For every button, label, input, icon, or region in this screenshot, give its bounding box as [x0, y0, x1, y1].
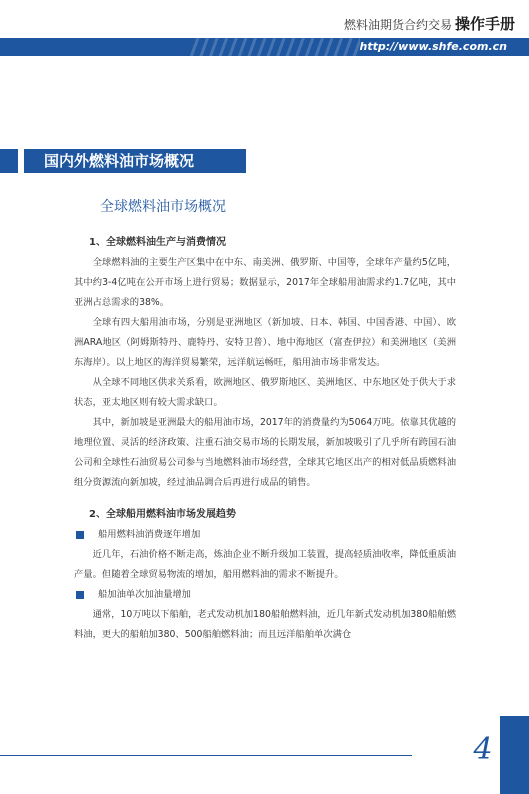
heading-market-trend: 2、全球船用燃料油市场发展趋势	[89, 509, 236, 520]
section-accent-block	[0, 149, 18, 173]
url-banner	[0, 38, 529, 56]
website-link[interactable]: http://www.shfe.com.cn	[359, 40, 507, 53]
bullet-item	[74, 525, 456, 545]
paragraph: 其中，新加坡是亚洲最大的船用油市场，2017年的消费量约为5064万吨。依靠其优越的地理位置、灵活的经济政策、注重石油交易市场的长期发展，新加坡吸引了几乎所有跨国石油公司和全球性石油贸易公司参与当地燃料油市场经营，全球其它地区出产的相对低品质燃料油组分资源流向新加坡，经过油品调合后再进行成品的销售。	[74, 417, 457, 488]
paragraph: 近几年，石油价格不断走高，炼油企业不断升级加工装置，提高轻质油收率，降低重质油产量。但随着全球贸易物流的增加，船用燃料油的需求不断提升。	[74, 549, 456, 580]
paragraph: 全球燃料油的主要生产区集中在中东、南美洲、俄罗斯、中国等，全球年产量约5亿吨，其中约3-4亿吨在公开市场上进行贸易；数据显示，2017年全球船用油需求约1.7亿吨，其中亚洲占总需求的38%。	[74, 257, 456, 308]
bullet-label: 船加油单次加油量增加	[98, 589, 191, 600]
manual-title	[344, 13, 515, 34]
page-number: 4	[473, 732, 493, 767]
heading-production-consumption: 1、全球燃料油生产与消费情况	[89, 237, 226, 248]
paragraph: 全球有四大船用油市场，分别是亚洲地区（新加坡、日本、韩国、中国香港、中国）、欧洲ARA地区（阿姆斯特丹、鹿特丹、安特卫普）、地中海地区（富查伊拉）和美洲地区（美洲东海岸）。以上地区的海洋贸易繁荣，远洋航运畅旺，船用油市场非常发达。	[74, 317, 456, 368]
section-title: 国内外燃料油市场概况	[44, 152, 195, 170]
square-bullet-icon	[76, 591, 84, 599]
spacer	[74, 493, 456, 505]
page-tab	[500, 716, 529, 794]
footer-rule	[0, 755, 412, 756]
manual-title-strong: 操作手册	[454, 15, 515, 33]
bullet-label: 船用燃料油消费逐年增加	[98, 529, 201, 540]
banner-stripes	[190, 38, 360, 56]
square-bullet-icon	[76, 531, 84, 539]
subsection-title: 全球燃料油市场概况	[100, 199, 226, 215]
paragraph: 通常，10万吨以下船舶，老式发动机加180船舶燃料油，近几年新式发动机加380船舶燃料油，更大的船舶加380、500船舶燃料油；而且远洋船舶单次满仓	[74, 609, 457, 640]
bullet-item	[74, 585, 456, 605]
manual-title-prefix: 燃料油期货合约交易	[343, 18, 452, 32]
paragraph: 从全球不同地区供求关系看，欧洲地区、俄罗斯地区、美洲地区、中东地区处于供大于求状态，亚太地区则有较大需求缺口。	[74, 377, 456, 408]
body-content	[74, 233, 456, 645]
